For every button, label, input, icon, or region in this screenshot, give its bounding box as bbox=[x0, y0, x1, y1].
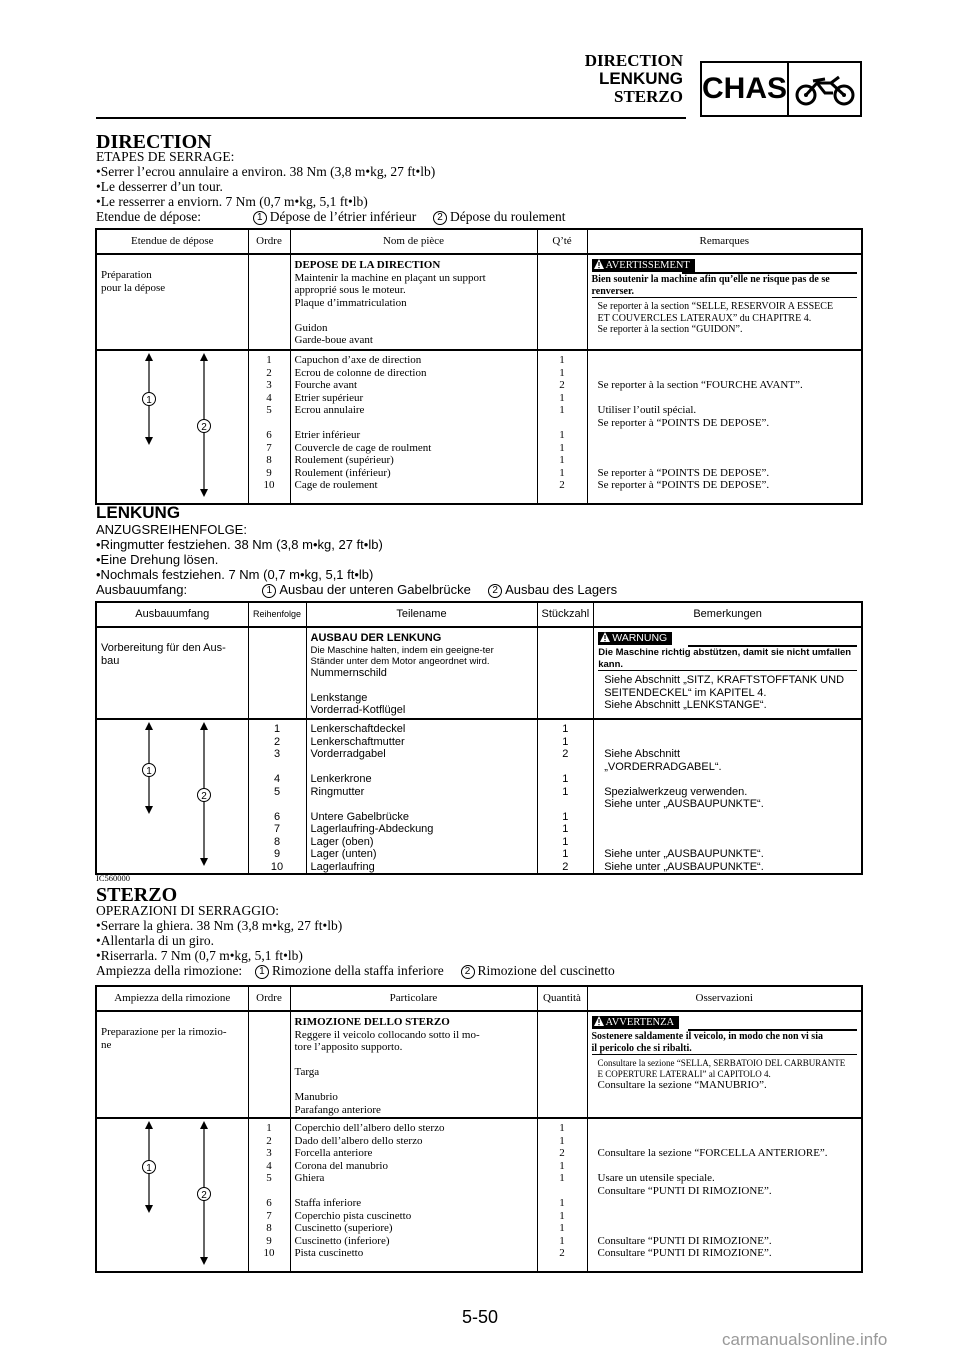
it-step-1: •Serrare la ghiera. 38 Nm (3,8 m•kg, 27 ft•lb) bbox=[96, 918, 343, 933]
it-prep: Preparazione per la rimozio- ne bbox=[101, 1026, 227, 1051]
motorcycle-icon bbox=[789, 63, 860, 115]
it-table bbox=[95, 985, 863, 1273]
range-arrows-icon bbox=[101, 1119, 241, 1267]
svg-text:2: 2 bbox=[201, 791, 207, 802]
watermark: carmanualsonline.info bbox=[722, 1330, 888, 1349]
it-warning-badge: AVVERTENZA bbox=[592, 1016, 680, 1029]
it-step-3: •Riserrarla. 7 Nm (0,7 m•kg, 5,1 ft•lb) bbox=[96, 948, 303, 963]
section-header bbox=[565, 52, 683, 106]
header-rule bbox=[96, 117, 686, 119]
circle-2-marker: 2 bbox=[488, 584, 502, 598]
header-line-2: LENKUNG bbox=[598, 69, 683, 88]
header-line-3: STERZO bbox=[614, 87, 683, 106]
it-names: Coperchio dell’albero dello sterzo Dado dell’albero dello sterzo Forcella anteriore Corona del manubrio Ghiera Staffa inferiore Coperchio pista cuscinetto Cuscinetto (superiore) Cuscinetto (inferiore) Pista cuscinetto bbox=[290, 1118, 537, 1272]
de-arrows bbox=[96, 719, 248, 874]
it-step-2: •Allentarla di un giro. bbox=[96, 933, 214, 948]
de-extent-1: Ausbau der unteren Gabelbrücke bbox=[279, 582, 471, 597]
fr-col-3: Nom de pièce bbox=[290, 229, 537, 254]
de-step-1: •Ringmutter festziehen. 38 Nm (3,8 m•kg, 27 ft•lb) bbox=[96, 537, 383, 552]
it-col-4: Quantità bbox=[537, 986, 587, 1011]
it-order: 1 2 3 4 5 6 7 8 9 10 bbox=[248, 1118, 290, 1272]
fr-step-1: •Serrer l’ecrou annulaire a environ. 38 Nm (3,8 m•kg, 27 ft•lb) bbox=[96, 164, 436, 179]
svg-text:1: 1 bbox=[146, 1163, 152, 1174]
it-warning-text: Sostenere saldamente il veicolo, in modo che non vi sia il pericolo che si ribalti. bbox=[591, 1031, 823, 1054]
fr-prep-title: DEPOSE DE LA DIRECTION bbox=[294, 259, 441, 271]
de-step-3: •Nochmals festziehen. 7 Nm (0,7 m•kg, 5,1 ft•lb) bbox=[96, 567, 374, 582]
it-prep-remarks-small: Consultare la sezione “SELLA, SERBATOIO DEL CARBURANTE E COPERTURE LATERALI” al CAPITOLO 4. bbox=[597, 1058, 846, 1079]
fr-col-1: Etendue de dépose bbox=[96, 229, 248, 254]
it-prep-items: Reggere il veicolo collocando sotto il mo- tore l’apposito supporto. Targa Manubrio Parafango anteriore bbox=[294, 1028, 480, 1116]
range-arrows-icon bbox=[101, 351, 241, 499]
it-col-2: Ordre bbox=[248, 986, 290, 1011]
it-steps-title: OPERAZIONI DI SERRAGGIO: bbox=[96, 903, 279, 918]
circle-1-marker: 1 bbox=[262, 584, 276, 598]
de-prep-items: Nummernschild Lenkstange Vorderrad-Kotflügel bbox=[310, 666, 406, 716]
de-table bbox=[95, 601, 863, 875]
de-remarks: Siehe Abschnitt „VORDERRADGABEL“. Spezialwerkzeug verwenden. Siehe unter „AUSBAUPUNKTE“. Siehe unter „AUSBAUPUNKTE“. Siehe unter „AUSBAUPUNKTE“. bbox=[594, 719, 862, 874]
it-extent-label: Ampiezza della rimozione: bbox=[96, 963, 243, 978]
de-prep-remarks: Siehe Abschnitt „SITZ, KRAFTSTOFFTANK UND SEITENDECKEL“ im KAPITEL 4. Siehe Abschnitt „LENKSTANGE“. bbox=[604, 674, 845, 711]
de-steps-title: ANZUGSREIHENFOLGE: bbox=[96, 522, 247, 537]
fr-steps-title: ETAPES DE SERRAGE: bbox=[96, 149, 235, 164]
it-code: IC560000 bbox=[96, 873, 130, 883]
de-prep-note: Die Maschine halten, indem ein geeigne-ter Ständer unter dem Motor angeordnet wird. bbox=[310, 644, 494, 667]
fr-order: 1 2 3 4 5 6 7 8 9 10 bbox=[248, 350, 290, 504]
header-line-1: DIRECTION bbox=[584, 51, 683, 70]
chas-badge bbox=[700, 61, 862, 117]
de-prep: Vorbereitung für den Aus- bau bbox=[101, 642, 226, 667]
page-number: 5-50 bbox=[461, 1307, 499, 1327]
de-col-3: Teilename bbox=[306, 602, 537, 627]
fr-extent-2: Dépose du roulement bbox=[450, 209, 566, 224]
fr-extent-line bbox=[96, 209, 566, 225]
chas-label: CHAS bbox=[702, 63, 789, 115]
svg-text:2: 2 bbox=[201, 422, 207, 433]
it-extent-line bbox=[96, 963, 615, 979]
it-prep-title: RIMOZIONE DELLO STERZO bbox=[294, 1016, 450, 1028]
de-col-2: Reihenfolge bbox=[248, 602, 306, 627]
it-extent-2: Rimozione del cuscinetto bbox=[477, 963, 615, 978]
de-step-2: •Eine Drehung lösen. bbox=[96, 552, 219, 567]
it-prep-remarks: Consultare la sezione “MANUBRIO”. bbox=[597, 1079, 767, 1091]
circle-2-marker: 2 bbox=[433, 211, 447, 225]
warning-icon bbox=[594, 1016, 604, 1026]
de-col-1: Ausbauumfang bbox=[96, 602, 248, 627]
de-names: Lenkerschaftdeckel Lenkerschaftmutter Vorderradgabel Lenkerkrone Ringmutter Untere Gabelbrücke Lagerlaufring-Abdeckung Lager (oben) Lager (unten) Lagerlaufring bbox=[306, 719, 537, 874]
warning-icon bbox=[600, 632, 610, 642]
warning-icon bbox=[594, 259, 604, 269]
de-order: 1 2 3 4 5 6 7 8 9 10 bbox=[248, 719, 306, 874]
fr-step-2: •Le desserrer d’un tour. bbox=[96, 179, 223, 194]
circle-1-marker: 1 bbox=[255, 965, 269, 979]
svg-text:1: 1 bbox=[146, 766, 152, 777]
circle-2-marker: 2 bbox=[461, 965, 475, 979]
de-extent-label: Ausbauumfang: bbox=[96, 582, 188, 597]
it-col-5: Osservazioni bbox=[587, 986, 862, 1011]
svg-text:2: 2 bbox=[201, 1190, 207, 1201]
de-warning-text: Die Maschine richtig abstützen, damit sie nicht umfallen kann. bbox=[598, 647, 852, 670]
circle-1-marker: 1 bbox=[253, 211, 267, 225]
svg-text:1: 1 bbox=[146, 395, 152, 406]
fr-arrows bbox=[96, 350, 248, 504]
fr-extent-label: Etendue de dépose: bbox=[96, 209, 201, 224]
de-qty: 1 1 2 1 1 1 1 1 1 2 bbox=[537, 719, 594, 874]
it-remarks: Consultare la sezione “FORCELLA ANTERIORE”. Usare un utensile speciale. Consultare “PUNTI DI RIMOZIONE”. Consultare “PUNTI DI RIMOZIONE”. Consultare “PUNTI DI RIMOZIONE”. bbox=[587, 1118, 862, 1272]
fr-qty: 1 1 2 1 1 1 1 1 1 2 bbox=[537, 350, 587, 504]
de-extent-line bbox=[96, 582, 617, 598]
it-arrows bbox=[96, 1118, 248, 1272]
de-extent-2: Ausbau des Lagers bbox=[505, 582, 618, 597]
de-prep-title: AUSBAU DER LENKUNG bbox=[310, 632, 442, 644]
it-col-3: Particolare bbox=[290, 986, 537, 1011]
fr-extent-1: Dépose de l’étrier inférieur bbox=[269, 209, 417, 224]
it-title: STERZO bbox=[96, 884, 178, 906]
it-extent-1: Rimozione della staffa inferiore bbox=[271, 963, 444, 978]
it-col-1: Ampiezza della rimozione bbox=[96, 986, 248, 1011]
fr-prep: Préparation pour la dépose bbox=[101, 269, 166, 294]
it-qty: 1 1 2 1 1 1 1 1 1 2 bbox=[537, 1118, 587, 1272]
fr-col-4: Q’té bbox=[537, 229, 587, 254]
fr-prep-items: Maintenir la machine en plaçant un support approprié sous le moteur. Plaque d’immatriculation Guidon Garde-boue avant bbox=[294, 271, 486, 346]
fr-title: DIRECTION bbox=[96, 131, 212, 153]
fr-names: Capuchon d’axe de direction Ecrou de colonne de direction Fourche avant Etrier supérieur Ecrou annulaire Etrier inférieur Couvercle de cage de roulment Roulement (supérieur) Roulement (inférieur) Cage de roulement bbox=[290, 350, 537, 504]
de-col-5: Bemerkungen bbox=[594, 602, 862, 627]
fr-table bbox=[95, 228, 863, 505]
range-arrows-icon bbox=[101, 720, 241, 868]
de-warning-badge: WARNUNG bbox=[598, 632, 672, 645]
fr-warning-text: Bien soutenir la machine afin qu’elle ne risque pas de se renverser. bbox=[591, 274, 830, 297]
fr-step-3: •Le resserrer a enviorn. 7 Nm (0,7 m•kg, 5,1 ft•lb) bbox=[96, 194, 368, 209]
de-title: LENKUNG bbox=[96, 503, 181, 522]
fr-col-5: Remarques bbox=[587, 229, 862, 254]
de-col-4: Stückzahl bbox=[537, 602, 594, 627]
fr-warning-badge: AVERTISSEMENT bbox=[592, 259, 695, 272]
fr-col-2: Ordre bbox=[248, 229, 290, 254]
fr-remarks: Se reporter à la section “FOURCHE AVANT”. Utiliser l’outil spécial. Se reporter à “POINTS DE DEPOSE”. Se reporter à “POINTS DE DEPOSE”. Se reporter à “POINTS DE DEPOSE”. bbox=[587, 350, 862, 504]
fr-prep-remarks: Se reporter à la section “SELLE, RESERVOIR A ESSECE ET COUVERCLES LATERAUX” du CHAPITRE 4. Se reporter à la section “GUIDON”. bbox=[597, 301, 834, 335]
